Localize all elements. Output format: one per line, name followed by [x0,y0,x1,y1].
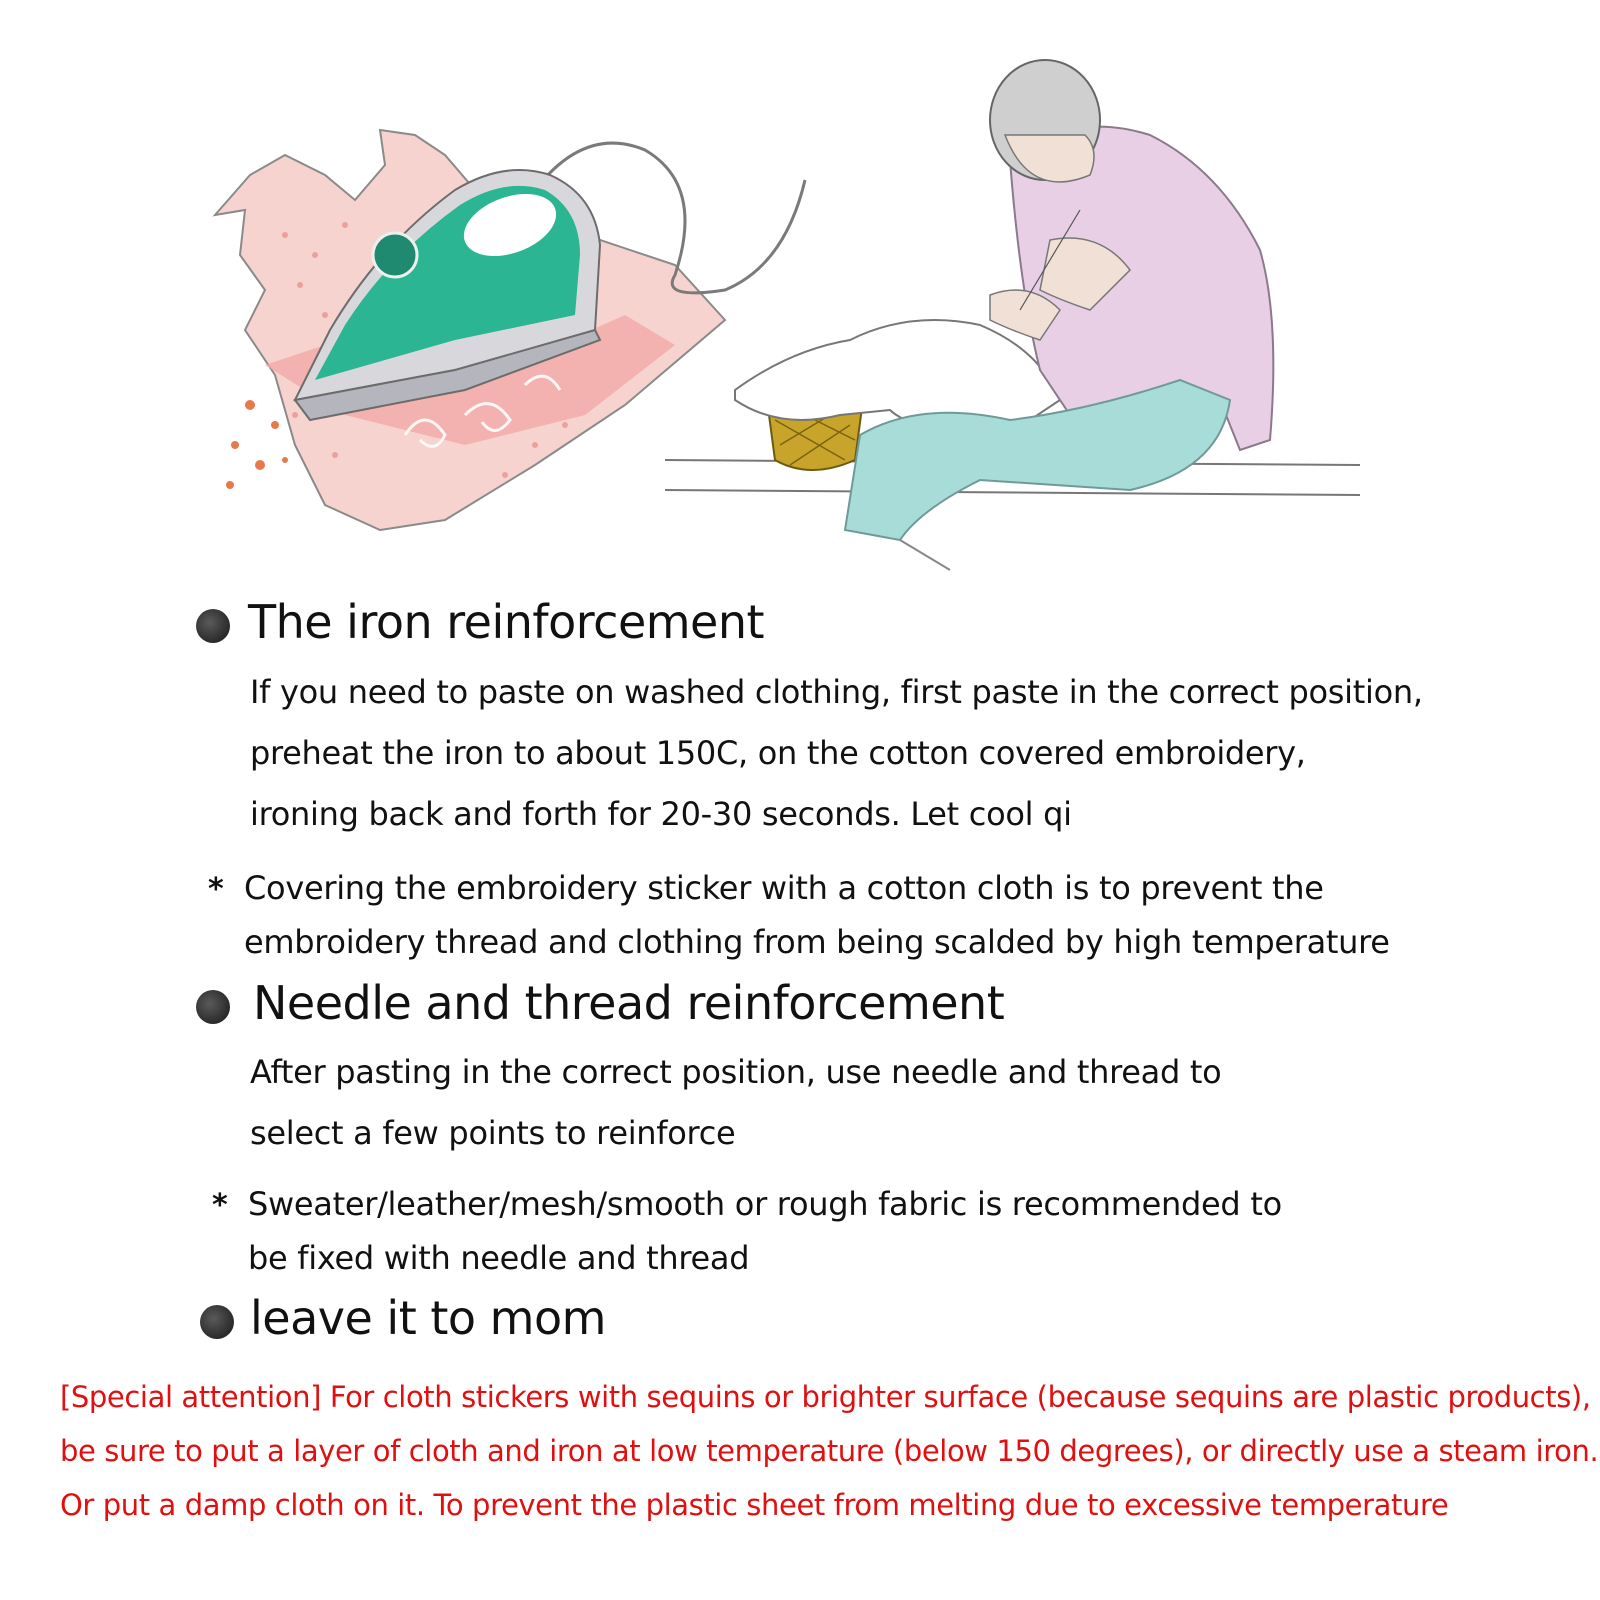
special-attention-line-1: [Special attention] For cloth stickers with sequins or brighter surface (because sequins are plastic products), [60,1380,1591,1414]
bullet-icon [200,1305,234,1339]
section-title-mom: leave it to mom [250,1291,606,1345]
bullet-icon [196,609,230,643]
section-body-needle: After pasting in the correct position, use needle and thread to select a few points to reinforce [250,1053,1222,1152]
special-attention-line-2: be sure to put a layer of cloth and iron at low temperature (below 150 degrees), or directly use a steam iron. [60,1434,1599,1468]
section-body-iron: If you need to paste on washed clothing, first paste in the correct position, preheat the iron to about 150C, on the cotton covered embroidery, ironing back and forth for 20-30 seconds. Let cool qi [250,673,1423,833]
special-attention-line-3: Or put a damp cloth on it. To prevent the plastic sheet from melting due to excessive temperature [60,1488,1449,1522]
section-title-iron: The iron reinforcement [248,595,765,649]
asterisk-icon: * [208,872,224,907]
section-title-needle: Needle and thread reinforcement [253,976,1005,1030]
bullet-icon [196,990,230,1024]
asterisk-icon: * [212,1188,228,1223]
note-iron: * Covering the embroidery sticker with a cotton cloth is to prevent the embroidery thread and clothing from being scalded by high temperature [208,862,1390,969]
seamstress-illustration [660,40,1370,575]
note-needle: * Sweater/leather/mesh/smooth or rough fabric is recommended to be fixed with needle and thread [212,1178,1282,1285]
